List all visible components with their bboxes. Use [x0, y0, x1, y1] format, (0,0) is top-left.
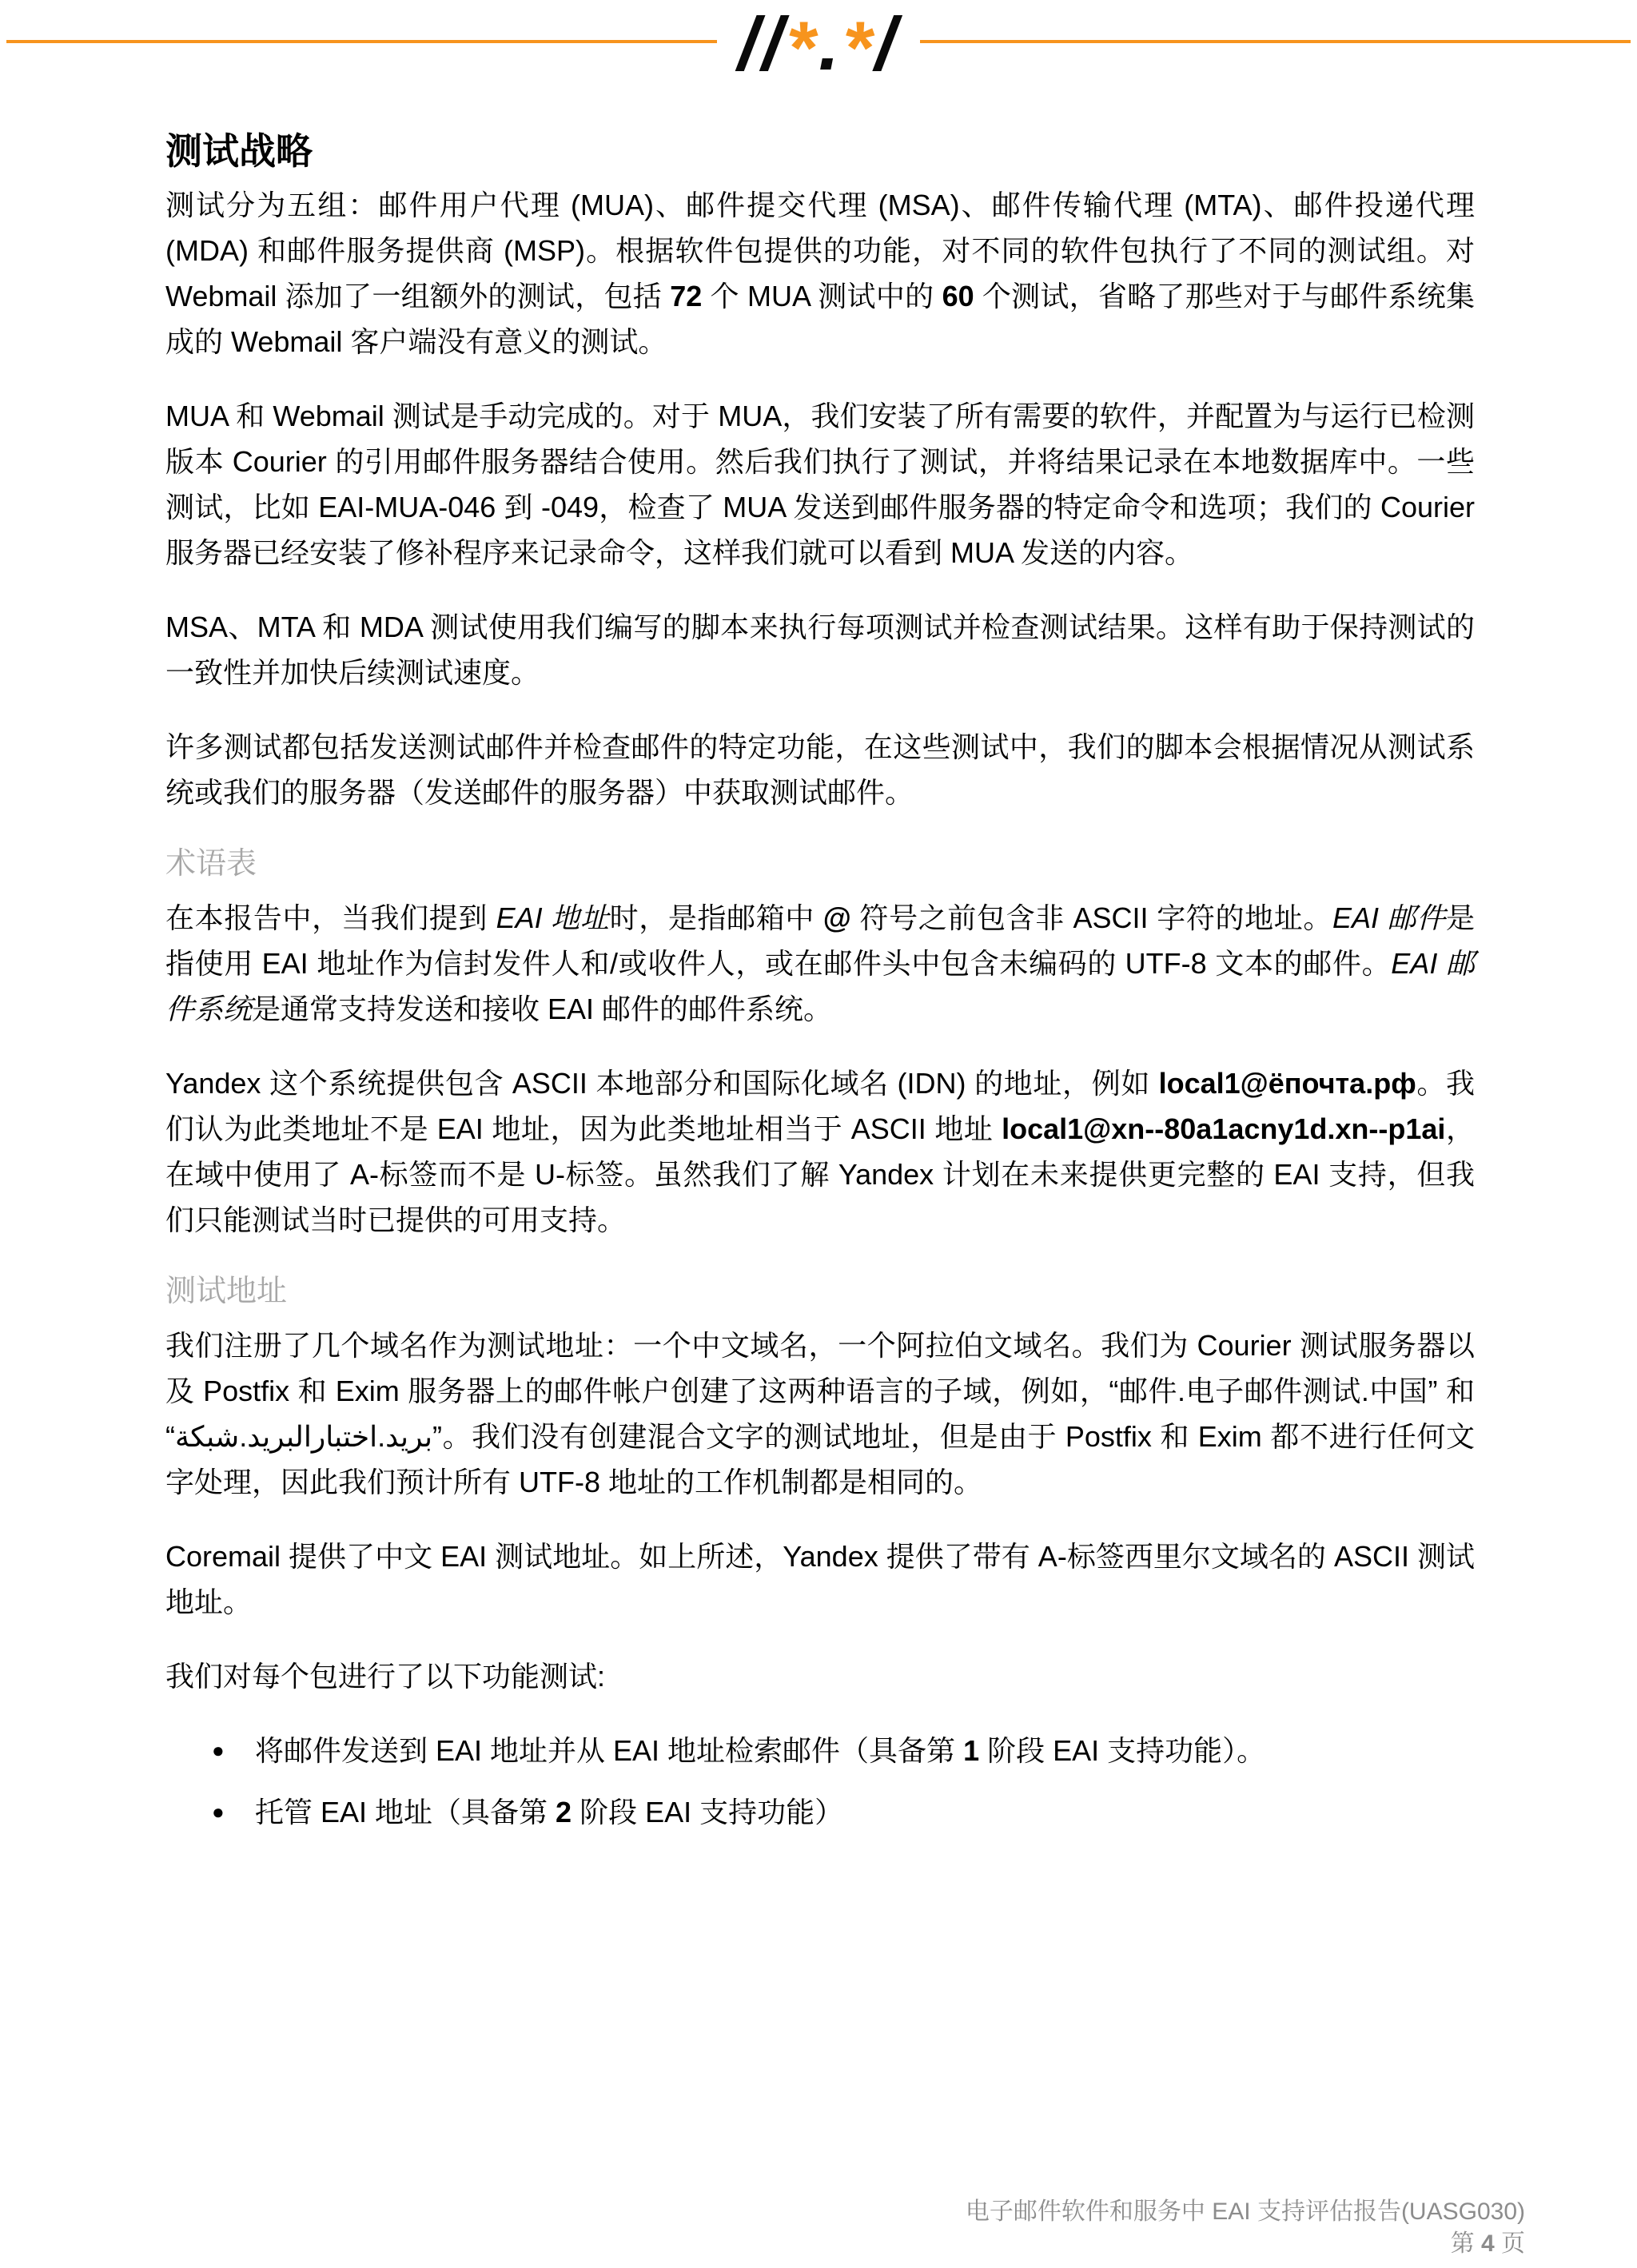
- paragraph-test-mail-retrieval: 许多测试都包括发送测试邮件并检查邮件的特定功能，在这些测试中，我们的脚本会根据情况从测试系统或我们的服务器（发送邮件的服务器）中获取测试邮件。: [165, 730, 1475, 809]
- paragraph-feature-tests-intro: 我们对每个包进行了以下功能测试:: [165, 1660, 606, 1693]
- paragraph-yandex-idn: Yandex 这个系统提供包含 ASCII 本地部分和国际化域名 (IDN) 的地址，例如 local1@ёпочта.рф。我们认为此类地址不是 EAI 地址，因为此类地址相当于 ASCII 地址 local1@xn--80a1acny1d.xn--p1ai，在域中使用了 A-标签而不是 U-标签。虽然我们了解 Yandex 计划在未来提供更完整的 EAI 支持，但我们只能测试当时已提供的可用支持。: [165, 1067, 1475, 1236]
- page-title: 测试战略: [165, 130, 313, 172]
- footer-page-number: 第 4 页: [1450, 2230, 1525, 2257]
- paragraph-test-groups: 测试分为五组：邮件用户代理 (MUA)、邮件提交代理 (MSA)、邮件传输代理 (MTA)、邮件投递代理 (MDA) 和邮件服务提供商 (MSP)。根据软件包提供的功能，对不同的软件包执行了不同的测试组。对 Webmail 添加了一组额外的测试，包括 72 个 MUA 测试中的 60 个测试，省略了那些对于与邮件系统集成的 Webmail 客户端没有意义的测试。: [165, 189, 1475, 358]
- uasg-logo: //*.*/: [738, 2, 899, 90]
- bullet-icon: ●: [212, 1738, 225, 1762]
- paragraph-mua-webmail-testing: MUA 和 Webmail 测试是手动完成的。对于 MUA，我们安装了所有需要的软件，并配置为与运行已检测版本 Courier 的引用邮件服务器结合使用。然后我们执行了测试，并将结果记录在本地数据库中。一些测试，比如 EAI-MUA-046 到 -049，检查了 MUA 发送到邮件服务器的特定命令和选项；我们的 Courier 服务器已经安装了修补程序来记录命令，这样我们就可以看到 MUA 发送的内容。: [165, 400, 1475, 569]
- feature-test-list: [165, 1728, 1475, 1835]
- list-item-text: 将邮件发送到 EAI 地址并从 EAI 地址检索邮件（具备第 1 阶段 EAI 支持功能）。: [255, 1734, 1266, 1767]
- footer-report-title: 电子邮件软件和服务中 EAI 支持评估报告(UASG030): [965, 2198, 1525, 2225]
- paragraph-registered-domains: 我们注册了几个域名作为测试地址：一个中文域名，一个阿拉伯文域名。我们为 Courier 测试服务器以及 Postfix 和 Exim 服务器上的邮件帐户创建了这两种语言的子域，例如，“邮件.电子邮件测试.中国” 和 “بريد.اختبارالبريد.شبكة”。我们没有创建混合文字的测试地址，但是由于 Postfix 和 Exim 都不进行任何文字处理，因此我们预计所有 UTF-8 地址的工作机制都是相同的。: [165, 1329, 1475, 1498]
- header-rule-left: [6, 40, 717, 43]
- section-heading-glossary: 术语表: [165, 847, 257, 881]
- paragraph-coremail-yandex-addresses: Coremail 提供了中文 EAI 测试地址。如上所述，Yandex 提供了带有 A-标签西里尔文域名的 ASCII 测试地址。: [165, 1540, 1475, 1618]
- bullet-icon: ●: [212, 1800, 225, 1824]
- list-item-text: 托管 EAI 地址（具备第 2 阶段 EAI 支持功能）: [255, 1796, 844, 1828]
- list-item: [212, 1789, 1475, 1835]
- page-footer: [966, 2196, 1525, 2260]
- page-header: [0, 0, 1637, 90]
- list-item: [212, 1728, 1475, 1773]
- header-rule-right: [920, 40, 1631, 43]
- document-body: [165, 83, 1475, 1835]
- section-heading-test-addresses: 测试地址: [165, 1275, 288, 1308]
- paragraph-msa-mta-mda-scripts: MSA、MTA 和 MDA 测试使用我们编写的脚本来执行每项测试并检查测试结果。这样有助于保持测试的一致性并加快后续测试速度。: [165, 611, 1475, 689]
- paragraph-eai-definitions: 在本报告中，当我们提到 EAI 地址时，是指邮箱中 @ 符号之前包含非 ASCII 字符的地址。EAI 邮件是指使用 EAI 地址作为信封发件人和/或收件人，或在邮件头中包含未编码的 UTF-8 文本的邮件。EAI 邮件系统是通常支持发送和接收 EAI 邮件的邮件系统。: [165, 901, 1475, 1025]
